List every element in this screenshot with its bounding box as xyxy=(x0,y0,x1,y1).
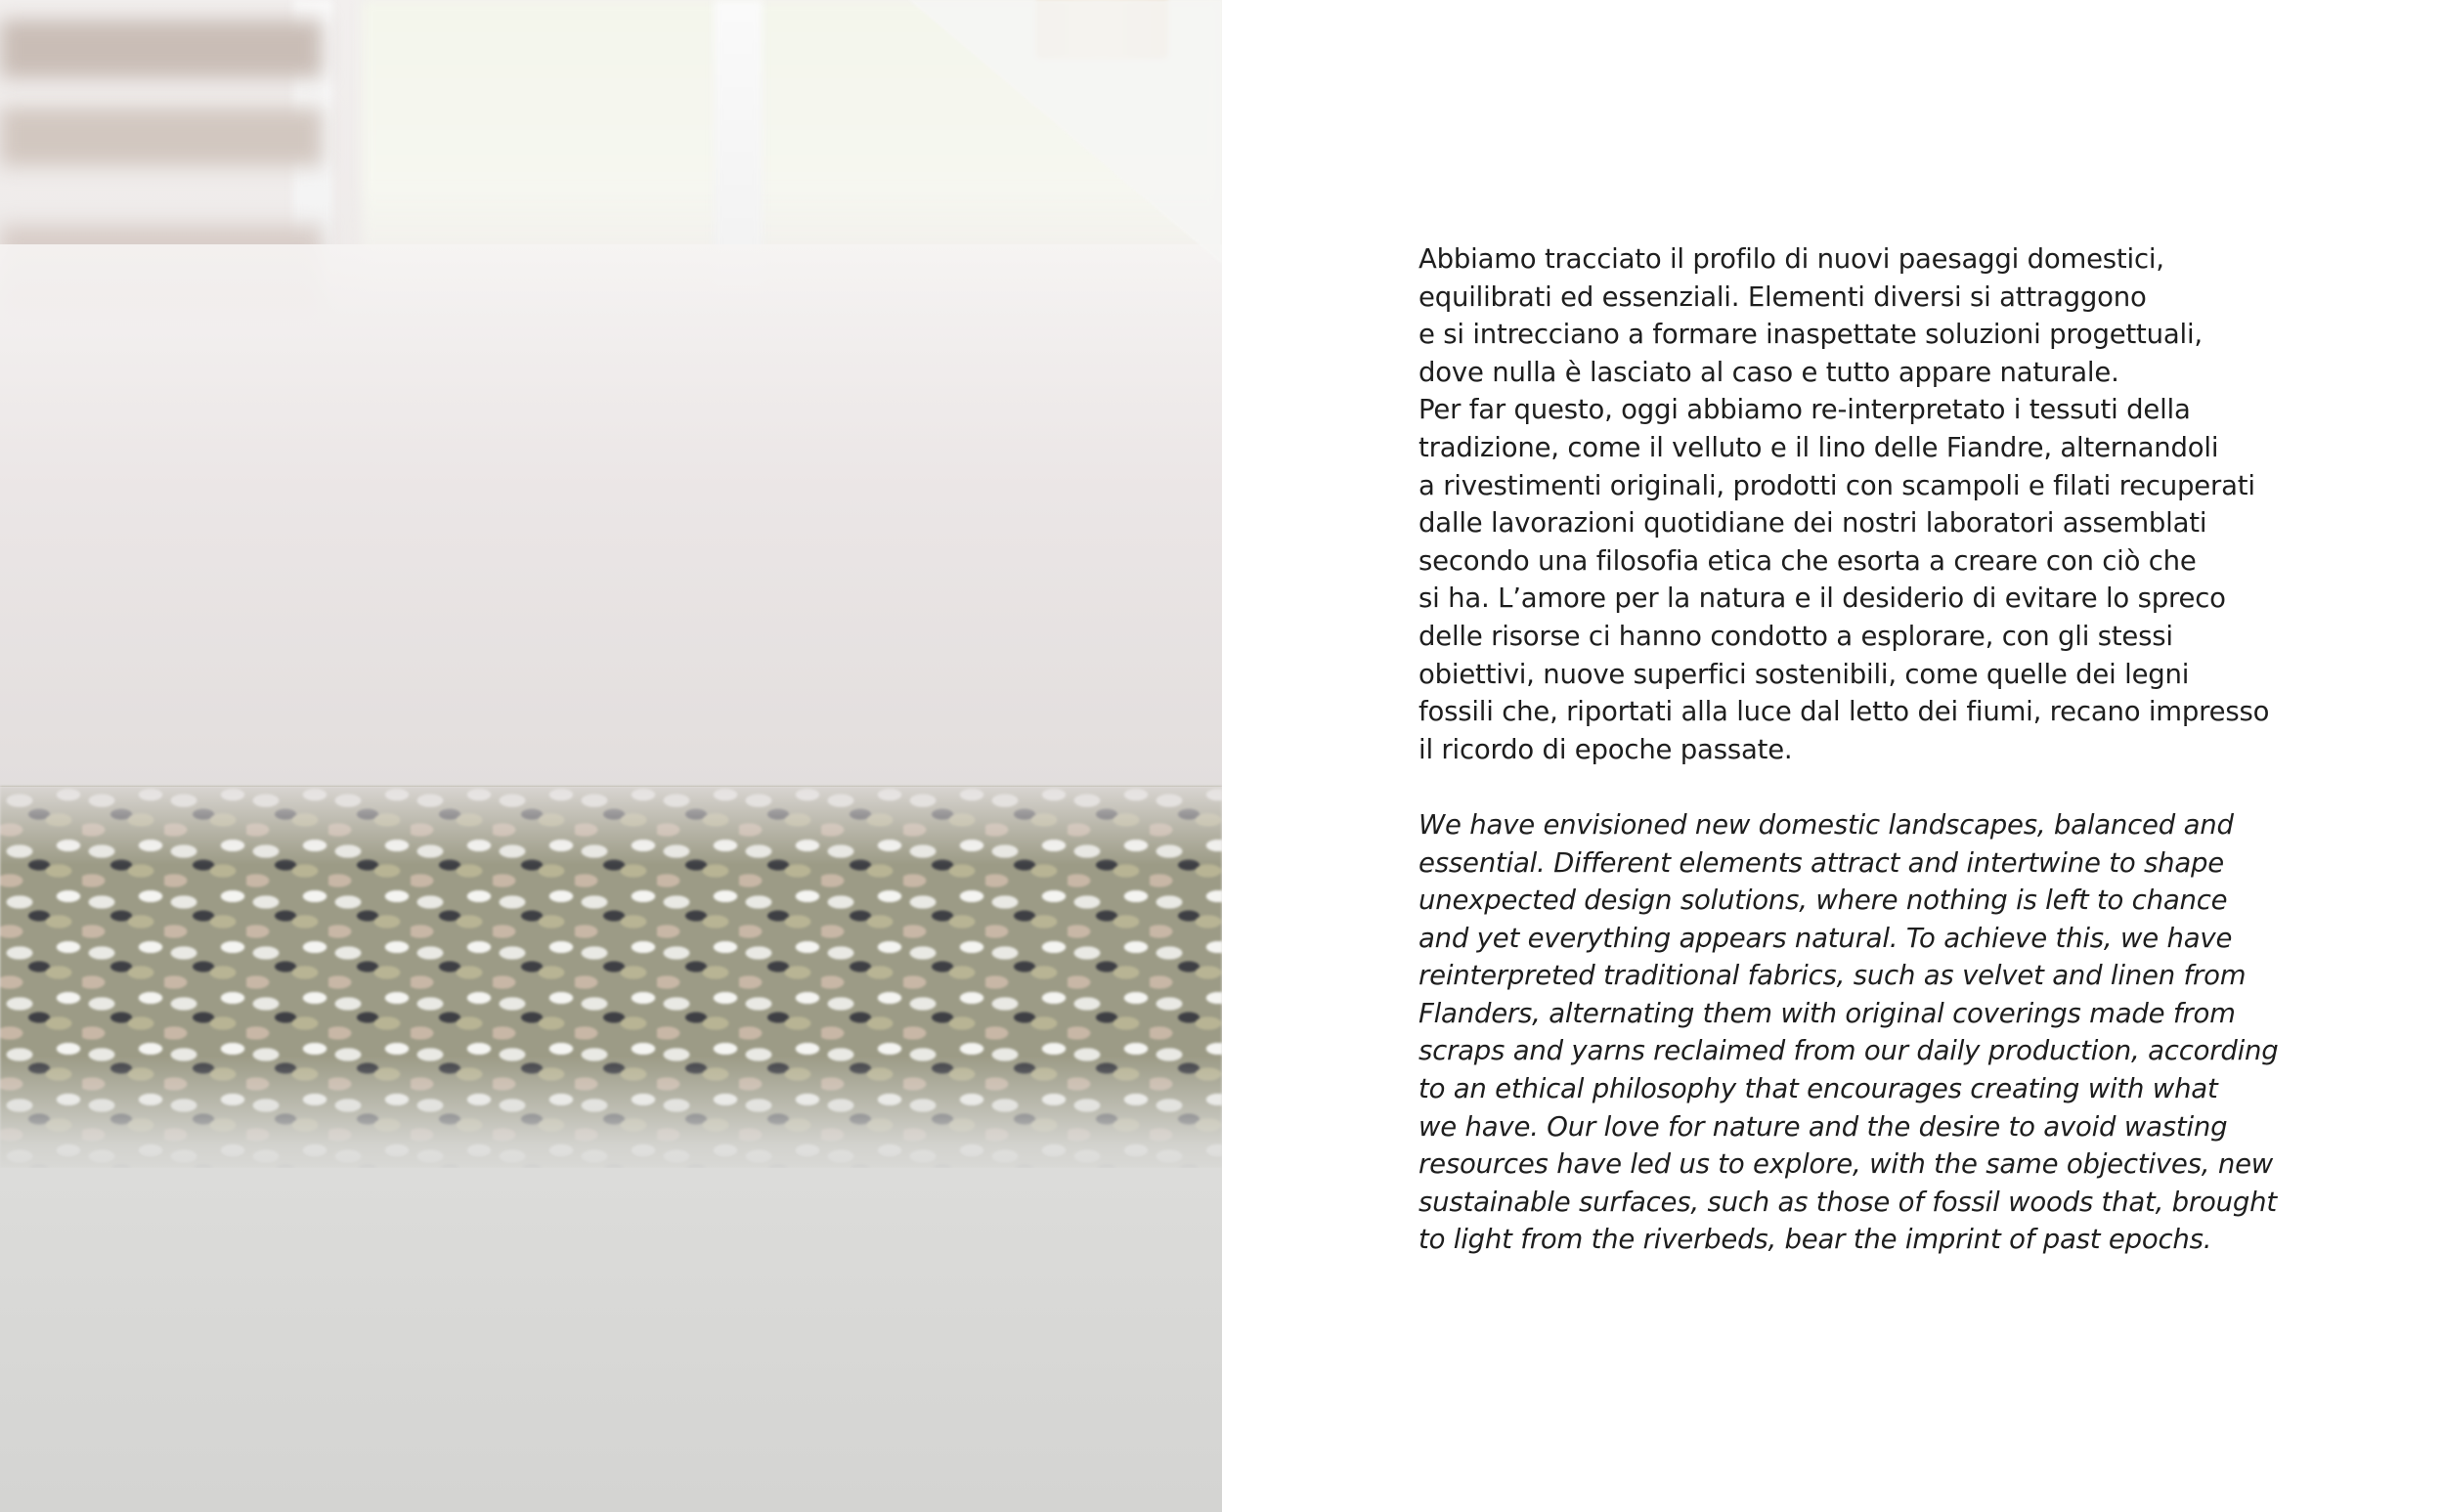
paragraph-line: Per far questo, oggi abbiamo re-interpretato i tessuti della xyxy=(1418,394,2191,426)
floor-surface xyxy=(0,1168,1222,1512)
paragraph-line: obiettivi, nuove superfici sostenibili, come quelle dei legni xyxy=(1418,658,2190,690)
paragraph-line: dove nulla è lasciato al caso e tutto appare naturale. xyxy=(1418,356,2119,388)
paragraph-line: secondo una filosofia etica che esorta a creare con ciò che xyxy=(1418,544,2197,577)
paragraph-line: reinterpreted traditional fabrics, such as velvet and linen from xyxy=(1418,960,2247,992)
paragraph-line: to light from the riverbeds, bear the imprint of past epochs. xyxy=(1418,1224,2212,1256)
paragraph-line: we have. Our love for nature and the desire to avoid wasting xyxy=(1418,1110,2228,1143)
paragraph-line: sustainable surfaces, such as those of fossil woods that, brought xyxy=(1418,1186,2277,1218)
paragraph-line: resources have led us to explore, with the same objectives, new xyxy=(1418,1148,2274,1181)
table-surface xyxy=(0,244,1222,792)
paragraph-line: il ricordo di epoche passate. xyxy=(1418,733,1793,765)
text-page xyxy=(1222,0,2444,1512)
paragraph-line: to an ethical philosophy that encourages creating with what xyxy=(1418,1073,2218,1105)
paragraph-spacer xyxy=(1418,768,2396,806)
paragraph-line: e si intrecciano a formare inaspettate soluzioni progettuali, xyxy=(1418,319,2203,351)
blurred-shelf-top xyxy=(0,20,323,78)
paragraph-line: a rivestimenti originali, prodotti con scampoli e filati recuperati xyxy=(1418,469,2255,501)
blurred-shelf-middle xyxy=(0,108,323,166)
italian-paragraph xyxy=(1418,240,2396,768)
paragraph-line: tradizione, come il velluto e il lino delle Fiandre, alternandoli xyxy=(1418,431,2219,463)
paragraph-line: unexpected design solutions, where nothing is left to chance xyxy=(1418,885,2228,917)
rug-focus-fade-bottom xyxy=(0,1056,1222,1183)
paragraph-line: and yet everything appears natural. To achieve this, we have xyxy=(1418,922,2233,954)
paragraph-line: delle risorse ci hanno condotto a esplorare, con gli stessi xyxy=(1418,620,2173,652)
paragraph-line: Flanders, alternating them with original coverings made from xyxy=(1418,997,2236,1029)
table-corner xyxy=(909,0,1222,264)
paragraph-line: Abbiamo tracciato il profilo di nuovi paesaggi domestici, xyxy=(1418,243,2164,275)
paragraph-line: We have envisioned new domestic landscapes, balanced and xyxy=(1418,808,2234,841)
paragraph-line: si ha. L’amore per la natura e il desiderio di evitare lo spreco xyxy=(1418,583,2226,615)
paragraph-line: scraps and yarns reclaimed from our daily production, according xyxy=(1418,1035,2279,1067)
english-paragraph xyxy=(1418,806,2396,1259)
body-text xyxy=(1418,240,2396,1259)
paragraph-line: fossili che, riportati alla luce dal letto dei fiumi, recano impresso xyxy=(1418,696,2270,728)
paragraph-line: equilibrati ed essenziali. Elementi diversi si attraggono xyxy=(1418,281,2147,313)
paragraph-line: essential. Different elements attract and intertwine to shape xyxy=(1418,846,2224,879)
rug-focus-fade-top xyxy=(0,787,1222,865)
paragraph-line: dalle lavorazioni quotidiane dei nostri laboratori assemblati xyxy=(1418,507,2207,540)
